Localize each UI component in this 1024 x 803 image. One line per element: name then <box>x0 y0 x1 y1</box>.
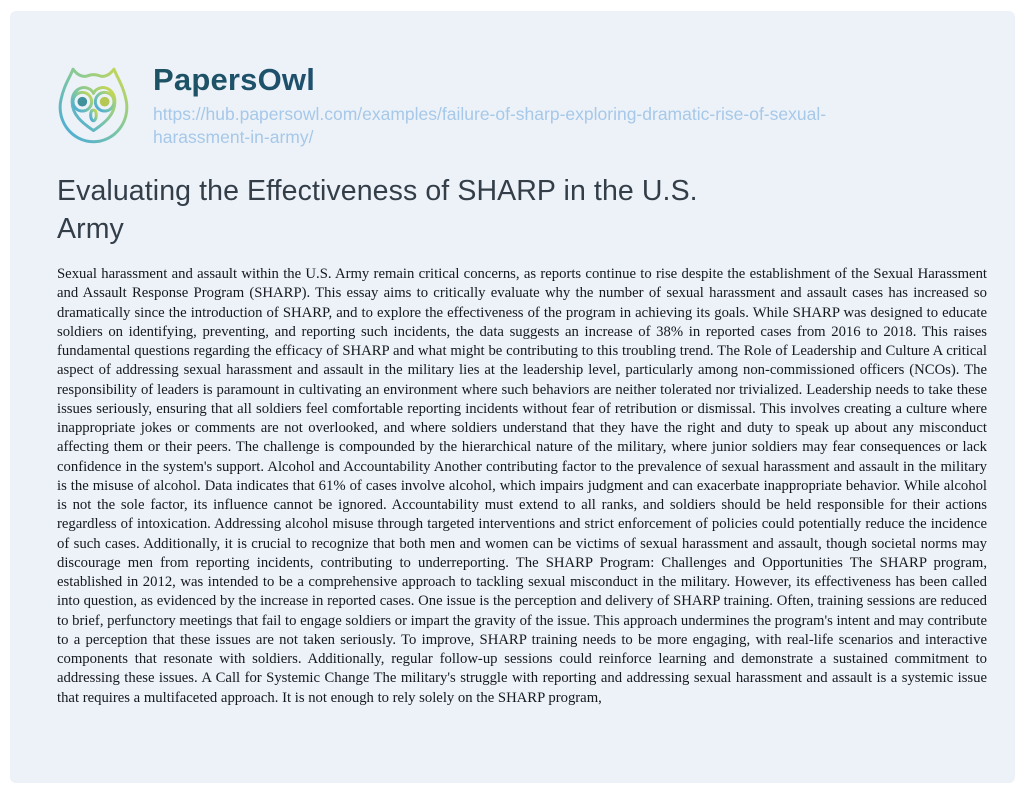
source-url-link[interactable]: https://hub.papersowl.com/examples/failure-of-sharp-exploring-dramatic-rise-of-sexual-harassment-in-army/ <box>153 104 827 147</box>
brand-title: PapersOwl <box>153 62 903 98</box>
header-text <box>153 58 903 148</box>
document-card <box>10 11 1015 783</box>
page-title: Evaluating the Effectiveness of SHARP in the U.S. Army <box>57 175 698 245</box>
essay-body-text: Sexual harassment and assault within the U.S. Army remain critical concerns, as reports continue to rise despite the establishment of the Sexual Harassment and Assault Response Program (SHARP). This essay aims to critically evaluate why the number of sexual harassment and assault cases has increased so dramatically since the introduction of SHARP, and to explore the effectiveness of the program in achieving its goals. While SHARP was designed to educate soldiers on identifying, preventing, and reporting such incidents, the data suggests an increase of 38% in reported cases from 2016 to 2018. This raises fundamental questions regarding the efficacy of SHARP and what might be contributing to this troubling trend. The Role of Leadership and Culture A critical aspect of addressing sexual harassment and assault in the military lies at the leadership level, particularly among non-commissioned officers (NCOs). The responsibility of leaders is paramount in cultivating an environment where such behaviors are neither tolerated nor trivialized. Leadership needs to take these issues seriously, ensuring that all soldiers feel comfortable reporting incidents without fear of retribution or dismissal. This involves creating a culture where inappropriate jokes or comments are not overlooked, and where soldiers understand that they have the right and duty to speak up about any misconduct affecting them or their peers. The challenge is compounded by the hierarchical nature of the military, where junior soldiers may fear consequences or lack confidence in the system's support. Alcohol and Accountability Another contributing factor to the prevalence of sexual harassment and assault in the military is the misuse of alcohol. Data indicates that 61% of cases involve alcohol, which impairs judgment and can exacerbate inappropriate behavior. While alcohol is not the sole factor, its influence cannot be ignored. Accountability must extend to all ranks, and soldiers should be held responsible for their actions regardless of intoxication. Addressing alcohol misuse through targeted interventions and strict enforcement of policies could potentially reduce the incidence of such cases. Additionally, it is crucial to recognize that both men and women can be victims of sexual harassment and assault, though societal norms may discourage men from reporting incidents, contributing to underreporting. The SHARP Program: Challenges and Opportunities The SHARP program, established in 2012, was intended to be a comprehensive approach to tackling sexual misconduct in the military. However, its effectiveness has been called into question, as evidenced by the increase in reported cases. One issue is the perception and delivery of SHARP training. Often, training sessions are reduced to brief, perfunctory meetings that fail to engage soldiers or impart the gravity of the issue. This approach undermines the program's intent and may contribute to a perception that these issues are not taken seriously. To improve, SHARP training needs to be more engaging, with real-life scenarios and interactive components that resonate with soldiers. Additionally, regular follow-up sessions could reinforce learning and demonstrate a sustained commitment to addressing these issues. A Call for Systemic Change The military's struggle with reporting and addressing sexual harassment and assault is a systemic issue that requires a multifaceted approach. It is not enough to rely solely on the SHARP program, <box>57 266 987 706</box>
header <box>47 58 968 151</box>
papersowl-owl-logo-icon <box>47 58 140 151</box>
